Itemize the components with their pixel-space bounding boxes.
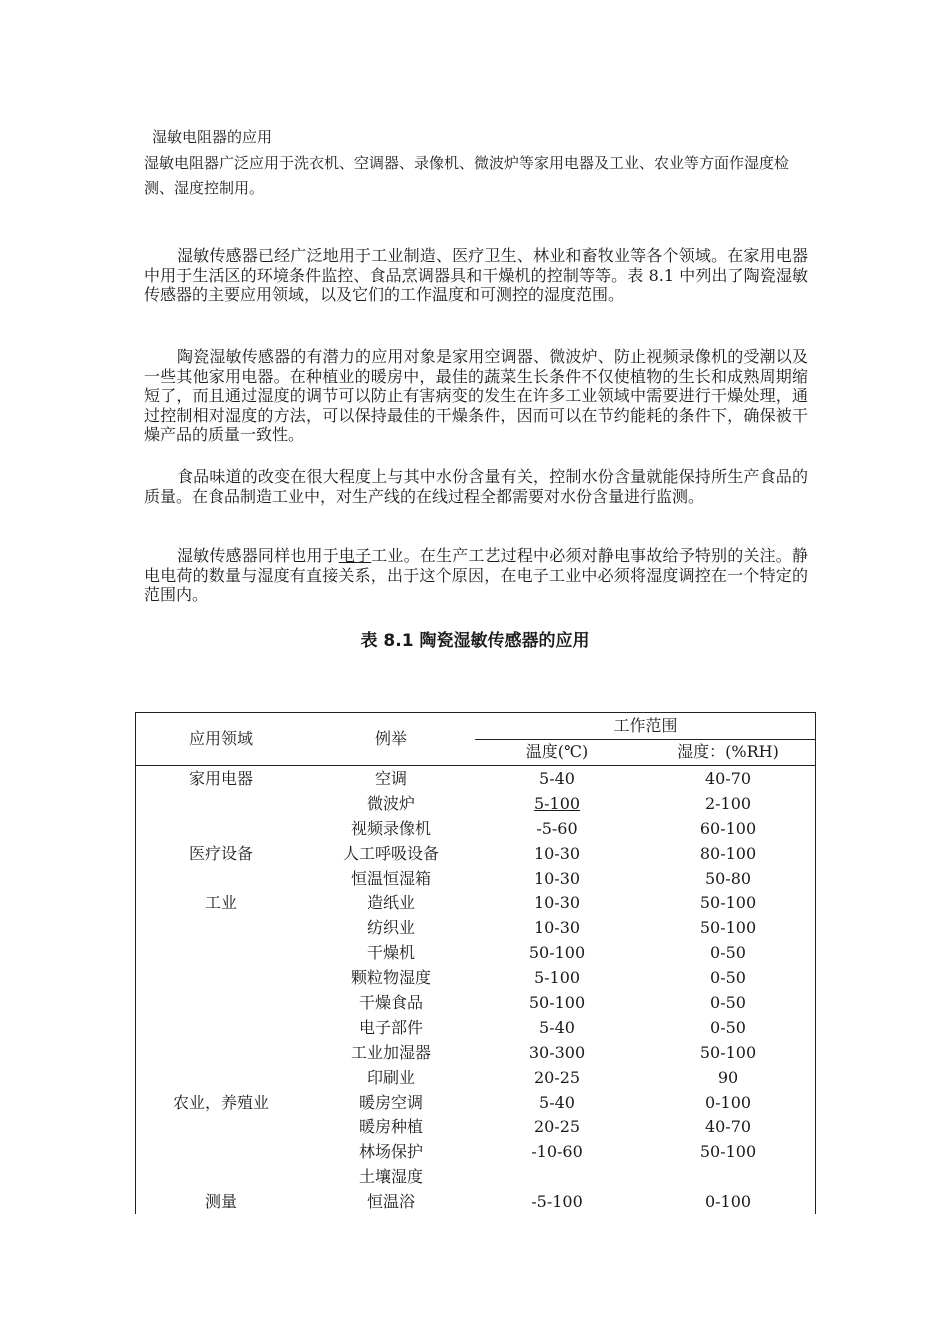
header-divider	[136, 765, 816, 766]
cell-temperature: 30-300	[528, 1042, 586, 1062]
cell-example: 暖房空调	[358, 1092, 423, 1112]
paragraph-4-start: 湿敏传感器同样也用于	[177, 546, 339, 565]
cell-humidity: 80-100	[699, 843, 757, 863]
cell-example: 纺织业	[366, 918, 415, 938]
cell-example: 工业加湿器	[350, 1042, 431, 1062]
paragraph-3: 食品味道的改变在很大程度上与其中水份含量有关，控制水份含量就能保持所生产食品的质量。在食品制造工业中，对生产线的在线过程全都需要对水份含量进行监测。	[144, 467, 808, 506]
cell-temperature: -10-60	[531, 1142, 583, 1162]
cell-humidity: 40-70	[704, 1117, 752, 1137]
cell-humidity: 0-50	[710, 968, 746, 988]
cell-example: 干燥食品	[358, 993, 423, 1013]
table-row	[136, 941, 816, 966]
cell-example: 恒温恒湿箱	[350, 868, 431, 888]
cell-example: 造纸业	[366, 893, 415, 913]
applications-table	[135, 712, 816, 1214]
paragraph-2: 陶瓷湿敏传感器的有潜力的应用对象是家用空调器、微波炉、防止视频录像机的受潮以及一些其他家用电器。在种植业的暖房中，最佳的蔬菜生长条件不仅使植物的生长和成熟周期缩短了，而且通过湿度的调节可以防止有害病变的发生在许多工业领域中需要进行干燥处理，通过控制相对湿度的方法，可以保持最佳的干燥条件，因而可以在节约能耗的条件下，确保被干燥产品的质量一致性。	[144, 347, 808, 444]
cell-humidity: 50-80	[704, 868, 752, 888]
table-row	[136, 1165, 816, 1190]
cell-humidity: 0-100	[704, 1192, 752, 1212]
cell-example: 视频录像机	[350, 818, 431, 838]
cell-temperature: 20-25	[533, 1067, 581, 1087]
table-row	[136, 842, 816, 867]
table-row	[136, 767, 816, 792]
table-row	[136, 1066, 816, 1091]
cell-field: 家用电器	[188, 769, 253, 788]
cell-temperature: 20-25	[533, 1117, 581, 1137]
header-humidity: 湿度：(%RH)	[677, 742, 779, 761]
paragraph-4-rest: 工业。在生产工艺过程中必须对静电事故给予特别的关注。静电电荷的数量与湿度有直接关系，出于这个原因，在电子工业中必须将湿度调控在一个特定的范围内。	[144, 546, 808, 604]
table-row	[136, 792, 816, 817]
cell-example: 空调	[374, 769, 407, 788]
table-row	[136, 891, 816, 916]
cell-example: 暖房种植	[358, 1117, 423, 1137]
header-example: 例举	[374, 729, 407, 748]
cell-temperature: -5-60	[536, 818, 578, 838]
table-row	[136, 1041, 816, 1066]
table-caption: 表 8.1 陶瓷湿敏传感器的应用	[360, 631, 590, 651]
header-range: 工作范围	[613, 716, 678, 735]
cell-humidity: 50-100	[699, 893, 757, 913]
cell-temperature: -5-100	[531, 1192, 583, 1212]
table-row	[136, 1190, 816, 1215]
cell-example: 干燥机	[366, 943, 415, 963]
cell-temperature: 10-30	[533, 893, 581, 913]
table-row	[136, 1140, 816, 1165]
cell-example: 印刷业	[366, 1067, 415, 1087]
paragraph-1: 湿敏传感器已经广泛地用于工业制造、医疗卫生、林业和畜牧业等各个领域。在家用电器中用于生活区的环境条件监控、食品烹调器具和干燥机的控制等等。表 8.1 中列出了陶瓷湿敏传感器的主要应用领域，以及它们的工作温度和可测控的湿度范围。	[144, 246, 808, 304]
cell-humidity: 2-100	[704, 793, 752, 813]
cell-example: 土壤湿度	[358, 1167, 423, 1187]
paragraph-4	[144, 546, 808, 605]
table-body	[136, 767, 816, 1215]
cell-humidity: 90	[717, 1067, 739, 1087]
table-row	[136, 1016, 816, 1041]
cell-temperature: 50-100	[528, 943, 586, 963]
cell-humidity: 50-100	[699, 1042, 757, 1062]
table-row	[136, 867, 816, 892]
table-row	[136, 817, 816, 842]
intro-body: 湿敏电阻器广泛应用于洗衣机、空调器、录像机、微波炉等家用电器及工业、农业等方面作湿度检测、湿度控制用。	[144, 154, 790, 197]
cell-humidity: 60-100	[699, 818, 757, 838]
cell-example: 人工呼吸设备	[342, 843, 439, 863]
cell-humidity: 0-50	[710, 993, 746, 1013]
intro-title: 湿敏电阻器的应用	[152, 128, 273, 146]
table-row	[136, 916, 816, 941]
cell-temperature: 5-100	[533, 968, 581, 988]
cell-humidity: 50-100	[699, 918, 757, 938]
cell-temperature: 10-30	[533, 918, 581, 938]
cell-temperature: 5-40	[539, 1017, 575, 1037]
header-range-divider	[475, 739, 816, 740]
cell-humidity: 0-50	[710, 1017, 746, 1037]
table-row	[136, 1091, 816, 1116]
cell-temperature: 50-100	[528, 993, 586, 1013]
cell-field: 农业，养殖业	[172, 1092, 269, 1112]
cell-temperature: 5-40	[539, 769, 575, 788]
header-temperature: 温度(℃)	[525, 742, 589, 761]
cell-example: 电子部件	[358, 1017, 423, 1037]
cell-example: 恒温浴	[366, 1192, 415, 1212]
cell-temperature: 5-100	[533, 793, 581, 813]
cell-example: 林场保护	[358, 1142, 423, 1162]
cell-humidity: 0-100	[704, 1092, 752, 1112]
cell-field: 测量	[204, 1192, 237, 1212]
table-row	[136, 966, 816, 991]
cell-temperature: 5-40	[539, 1092, 575, 1112]
cell-temperature: 10-30	[533, 868, 581, 888]
cell-temperature: 10-30	[533, 843, 581, 863]
cell-humidity: 0-50	[710, 943, 746, 963]
cell-example: 颗粒物湿度	[350, 968, 431, 988]
cell-example: 微波炉	[366, 793, 415, 813]
electronics-link[interactable]: 电子	[338, 546, 372, 565]
cell-field: 医疗设备	[188, 843, 253, 863]
table-row	[136, 1115, 816, 1140]
cell-humidity: 50-100	[699, 1142, 757, 1162]
cell-humidity: 40-70	[704, 769, 752, 788]
table-row	[136, 991, 816, 1016]
cell-field: 工业	[204, 893, 237, 913]
header-field: 应用领域	[188, 729, 253, 748]
